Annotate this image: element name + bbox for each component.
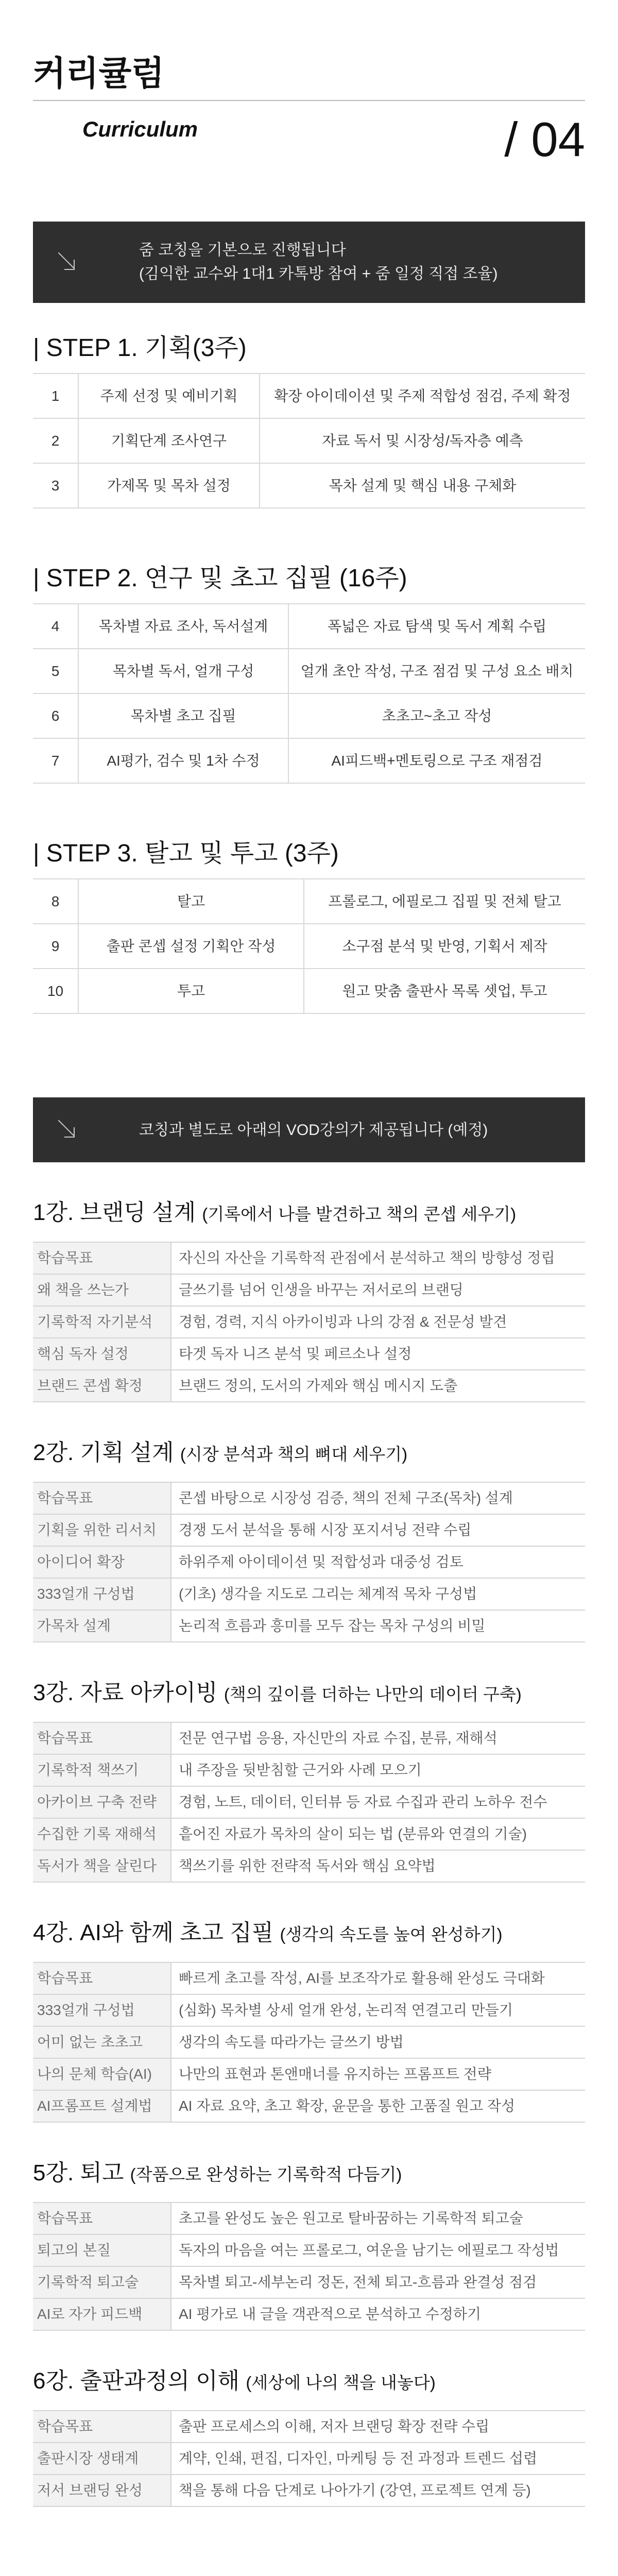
- step-number: 3: [33, 463, 78, 508]
- lecture-3-title: [33, 1682, 585, 1704]
- lecture-3-subtitle: (책의 깊이를 더하는 나만의 데이터 구축): [224, 1685, 522, 1704]
- step-3-title: | STEP 3. 탈고 및 투고 (3주): [33, 840, 339, 867]
- lecture-label: 333얼개 구성법: [33, 1994, 171, 2026]
- table-row: [33, 604, 585, 649]
- step-topic: 주제 선정 및 예비기획: [78, 374, 260, 418]
- table-row: [33, 924, 585, 969]
- lecture-2-subtitle: (시장 분석과 책의 뼈대 세우기): [180, 1445, 408, 1464]
- lecture-4-title: [33, 1922, 585, 1944]
- lecture-value: 자신의 자산을 기록학적 관점에서 분석하고 책의 방향성 정립: [171, 1242, 585, 1274]
- step-number: 1: [33, 374, 78, 418]
- lecture-3-section: [33, 1682, 585, 1883]
- lecture-value: 경험, 경력, 지식 아카이빙과 나의 강점 & 전문성 발견: [171, 1306, 585, 1338]
- step-topic: 투고: [78, 969, 304, 1013]
- lecture-5-title: [33, 2162, 585, 2184]
- table-row: [33, 374, 585, 418]
- lecture-value: 나만의 표현과 톤앤매너를 유지하는 프롬프트 전략: [171, 2058, 585, 2090]
- table-row: [33, 1242, 585, 1274]
- lecture-value: 생각의 속도를 따라가는 글쓰기 방법: [171, 2026, 585, 2058]
- lecture-6-title: [33, 2370, 585, 2393]
- step-number: 6: [33, 693, 78, 738]
- lecture-label: 왜 책을 쓰는가: [33, 1274, 171, 1306]
- lecture-4-section: [33, 1922, 585, 2123]
- lecture-2-table: [33, 1482, 585, 1642]
- lecture-label: AI프롬프트 설계법: [33, 2090, 171, 2122]
- table-row: [33, 2298, 585, 2330]
- lecture-value: 글쓰기를 넘어 인생을 바꾸는 저서로의 브랜딩: [171, 1274, 585, 1306]
- step-topic: 기획단계 조사연구: [78, 418, 260, 463]
- lecture-label: 어미 없는 초초고: [33, 2026, 171, 2058]
- step-detail: 목차 설계 및 핵심 내용 구체화: [260, 463, 585, 508]
- title-divider: [33, 100, 585, 101]
- table-row: [33, 1338, 585, 1370]
- table-row: [33, 2058, 585, 2090]
- lecture-value: 내 주장을 뒷받침할 근거와 사례 모으기: [171, 1754, 585, 1786]
- lecture-value: 하위주제 아이데이션 및 적합성과 대중성 검토: [171, 1546, 585, 1578]
- lecture-5-subtitle: (작품으로 완성하는 기록학적 다듬기): [130, 2165, 402, 2184]
- step-1-title: | STEP 1. 기획(3주): [33, 334, 247, 362]
- lecture-label: 333얼개 구성법: [33, 1578, 171, 1610]
- table-row: [33, 1482, 585, 1514]
- table-row: [33, 1722, 585, 1754]
- step-detail: 초초고~초고 작성: [288, 693, 585, 738]
- lecture-6-subtitle: (세상에 나의 책을 내놓다): [246, 2373, 436, 2392]
- table-row: [33, 1850, 585, 1882]
- lecture-label: 퇴고의 본질: [33, 2234, 171, 2266]
- vod-notice: [33, 1097, 585, 1162]
- table-row: [33, 693, 585, 738]
- table-row: [33, 1962, 585, 1994]
- lecture-value: (기초) 생각을 지도로 그리는 체계적 목차 구성법: [171, 1578, 585, 1610]
- step-2-table: [33, 603, 585, 784]
- table-row: [33, 1754, 585, 1786]
- table-row: [33, 649, 585, 693]
- lecture-value: 독자의 마음을 여는 프롤로그, 여운을 남기는 에필로그 작성법: [171, 2234, 585, 2266]
- step-2-title: | STEP 2. 연구 및 초고 집필 (16주): [33, 565, 407, 592]
- lecture-label: 학습목표: [33, 2411, 171, 2443]
- table-row: [33, 1578, 585, 1610]
- step-number: 7: [33, 738, 78, 783]
- zoom-coaching-notice-line2: (김익한 교수와 1대1 카톡방 참여 + 줌 일정 직접 조율): [139, 265, 498, 282]
- lecture-5-section: [33, 2162, 585, 2331]
- step-topic: 목차별 자료 조사, 독서설계: [78, 604, 288, 649]
- table-row: [33, 1514, 585, 1546]
- zoom-coaching-notice-text: [139, 239, 498, 286]
- lecture-value: 초고를 완성도 높은 원고로 탈바꿈하는 기록학적 퇴고술: [171, 2202, 585, 2234]
- lecture-2-main-title: 2강. 기획 설계: [33, 1440, 174, 1465]
- lecture-label: 기록학적 퇴고술: [33, 2266, 171, 2298]
- lecture-label: 수집한 기록 재해석: [33, 1818, 171, 1850]
- table-row: [33, 1610, 585, 1642]
- table-row: [33, 1786, 585, 1818]
- table-row: [33, 2090, 585, 2122]
- lecture-value: 타겟 독자 니즈 분석 및 페르소나 설정: [171, 1338, 585, 1370]
- lecture-label: 브랜드 콘셉 확정: [33, 1370, 171, 1402]
- lecture-4-subtitle: (생각의 속도를 높여 완성하기): [280, 1925, 503, 1944]
- step-detail: 얼개 초안 작성, 구조 점검 및 구성 요소 배치: [288, 649, 585, 693]
- lecture-label: 학습목표: [33, 2202, 171, 2234]
- step-1-section: [33, 336, 585, 509]
- table-row: [33, 1370, 585, 1402]
- table-row: [33, 1274, 585, 1306]
- lecture-value: 콘셉 바탕으로 시장성 검증, 책의 전체 구조(목차) 설계: [171, 1482, 585, 1514]
- lecture-value: 책쓰기를 위한 전략적 독서와 핵심 요약법: [171, 1850, 585, 1882]
- section-spacer: [33, 1014, 585, 1097]
- step-detail: 원고 맞춤 출판사 목록 셋업, 투고: [304, 969, 585, 1013]
- table-row: [33, 879, 585, 924]
- arrow-diagonal-icon: [53, 1115, 81, 1144]
- lecture-value: AI 자료 요약, 초고 확장, 윤문을 통한 고품질 원고 작성: [171, 2090, 585, 2122]
- lecture-1-main-title: 1강. 브랜딩 설계: [33, 1200, 196, 1225]
- lecture-value: 경쟁 도서 분석을 통해 시장 포지셔닝 전략 수립: [171, 1514, 585, 1546]
- zoom-coaching-notice-line1: 줌 코칭을 기본으로 진행됩니다: [139, 241, 346, 259]
- step-topic: 가제목 및 목차 설정: [78, 463, 260, 508]
- table-row: [33, 2475, 585, 2506]
- lecture-value: 목차별 퇴고-세부논리 정돈, 전체 퇴고-흐름과 완결성 점검: [171, 2266, 585, 2298]
- step-detail: 프롤로그, 에필로그 집필 및 전체 탈고: [304, 879, 585, 924]
- step-topic: AI평가, 검수 및 1차 수정: [78, 738, 288, 783]
- lecture-label: 독서가 책을 살린다: [33, 1850, 171, 1882]
- table-row: [33, 1818, 585, 1850]
- lecture-label: 나의 문체 학습(AI): [33, 2058, 171, 2090]
- table-row: [33, 463, 585, 508]
- lecture-3-table: [33, 1722, 585, 1883]
- lecture-value: 책을 통해 다음 단계로 나아가기 (강연, 프로젝트 연계 등): [171, 2475, 585, 2506]
- lecture-label: 기획을 위한 리서치: [33, 1514, 171, 1546]
- table-row: [33, 418, 585, 463]
- lecture-3-main-title: 3강. 자료 아카이빙: [33, 1680, 218, 1705]
- page-number: / 04: [504, 112, 585, 166]
- lecture-value: 논리적 흐름과 흥미를 모두 잡는 목차 구성의 비밀: [171, 1610, 585, 1642]
- lecture-value: 출판 프로세스의 이해, 저자 브랜딩 확장 전략 수립: [171, 2411, 585, 2443]
- arrow-diagonal-icon: [53, 248, 81, 277]
- lecture-2-section: [33, 1442, 585, 1642]
- lecture-label: 아이디어 확장: [33, 1546, 171, 1578]
- step-3-section: [33, 841, 585, 1014]
- zoom-coaching-notice: [33, 222, 585, 303]
- lecture-5-table: [33, 2202, 585, 2331]
- step-number: 10: [33, 969, 78, 1013]
- lecture-4-table: [33, 1962, 585, 2123]
- lecture-label: 저서 브랜딩 완성: [33, 2475, 171, 2506]
- vod-notice-text: 코칭과 별도로 아래의 VOD강의가 제공됩니다 (예정): [139, 1121, 488, 1139]
- lecture-label: 가목차 설계: [33, 1610, 171, 1642]
- table-row: [33, 2202, 585, 2234]
- table-row: [33, 2443, 585, 2475]
- step-2-section: [33, 566, 585, 784]
- step-detail: AI피드백+멘토링으로 구조 재점검: [288, 738, 585, 783]
- lecture-6-section: [33, 2370, 585, 2507]
- step-3-table: [33, 878, 585, 1014]
- step-number: 2: [33, 418, 78, 463]
- step-detail: 확장 아이데이션 및 주제 적합성 점검, 주제 확정: [260, 374, 585, 418]
- lecture-5-main-title: 5강. 퇴고: [33, 2160, 124, 2185]
- lecture-6-table: [33, 2410, 585, 2507]
- table-row: [33, 2026, 585, 2058]
- step-detail: 소구점 분석 및 반영, 기획서 제작: [304, 924, 585, 969]
- lecture-label: 학습목표: [33, 1962, 171, 1994]
- step-1-table: [33, 373, 585, 509]
- step-number: 9: [33, 924, 78, 969]
- lecture-label: 출판시장 생태계: [33, 2443, 171, 2475]
- lecture-value: AI 평가로 내 글을 객관적으로 분석하고 수정하기: [171, 2298, 585, 2330]
- lecture-value: 계약, 인쇄, 편집, 디자인, 마케팅 등 전 과정과 트렌드 섭렵: [171, 2443, 585, 2475]
- table-row: [33, 1994, 585, 2026]
- lecture-value: 브랜드 정의, 도서의 가제와 핵심 메시지 도출: [171, 1370, 585, 1402]
- table-row: [33, 738, 585, 783]
- step-detail: 자료 독서 및 시장성/독자층 예측: [260, 418, 585, 463]
- table-row: [33, 969, 585, 1013]
- lecture-value: 전문 연구법 응용, 자신만의 자료 수집, 분류, 재해석: [171, 1722, 585, 1754]
- step-detail: 폭넓은 자료 탐색 및 독서 계획 수립: [288, 604, 585, 649]
- step-topic: 목차별 독서, 얼개 구성: [78, 649, 288, 693]
- table-row: [33, 2411, 585, 2443]
- lecture-label: 학습목표: [33, 1242, 171, 1274]
- lecture-label: 기록학적 책쓰기: [33, 1754, 171, 1786]
- lecture-label: AI로 자가 피드백: [33, 2298, 171, 2330]
- table-row: [33, 2266, 585, 2298]
- lecture-1-title: [33, 1201, 585, 1224]
- step-number: 5: [33, 649, 78, 693]
- page-title: 커리큘럼: [33, 54, 165, 93]
- step-topic: 목차별 초고 집필: [78, 693, 288, 738]
- table-row: [33, 2234, 585, 2266]
- lecture-4-main-title: 4강. AI와 함께 초고 집필: [33, 1920, 274, 1945]
- lecture-value: 빠르게 초고를 작성, AI를 보조작가로 활용해 완성도 극대화: [171, 1962, 585, 1994]
- table-row: [33, 1546, 585, 1578]
- lecture-6-main-title: 6강. 출판과정의 이해: [33, 2368, 240, 2394]
- lecture-value: 흩어진 자료가 목차의 살이 되는 법 (분류와 연결의 기술): [171, 1818, 585, 1850]
- lecture-1-section: [33, 1201, 585, 1402]
- step-number: 4: [33, 604, 78, 649]
- table-row: [33, 1306, 585, 1338]
- lecture-1-subtitle: (기록에서 나를 발견하고 책의 콘셉 세우기): [202, 1205, 517, 1224]
- lecture-label: 학습목표: [33, 1482, 171, 1514]
- lecture-value: 경험, 노트, 데이터, 인터뷰 등 자료 수집과 관리 노하우 전수: [171, 1786, 585, 1818]
- page-header: [33, 0, 585, 166]
- lecture-label: 학습목표: [33, 1722, 171, 1754]
- page-subtitle: Curriculum: [82, 117, 198, 141]
- lecture-label: 기록학적 자기분석: [33, 1306, 171, 1338]
- lecture-1-table: [33, 1242, 585, 1402]
- lecture-value: (심화) 목차별 상세 얼개 완성, 논리적 연결고리 만들기: [171, 1994, 585, 2026]
- step-number: 8: [33, 879, 78, 924]
- step-topic: 탈고: [78, 879, 304, 924]
- step-topic: 출판 콘셉 설정 기획안 작성: [78, 924, 304, 969]
- lecture-label: 핵심 독자 설정: [33, 1338, 171, 1370]
- lecture-label: 아카이브 구축 전략: [33, 1786, 171, 1818]
- lecture-2-title: [33, 1442, 585, 1464]
